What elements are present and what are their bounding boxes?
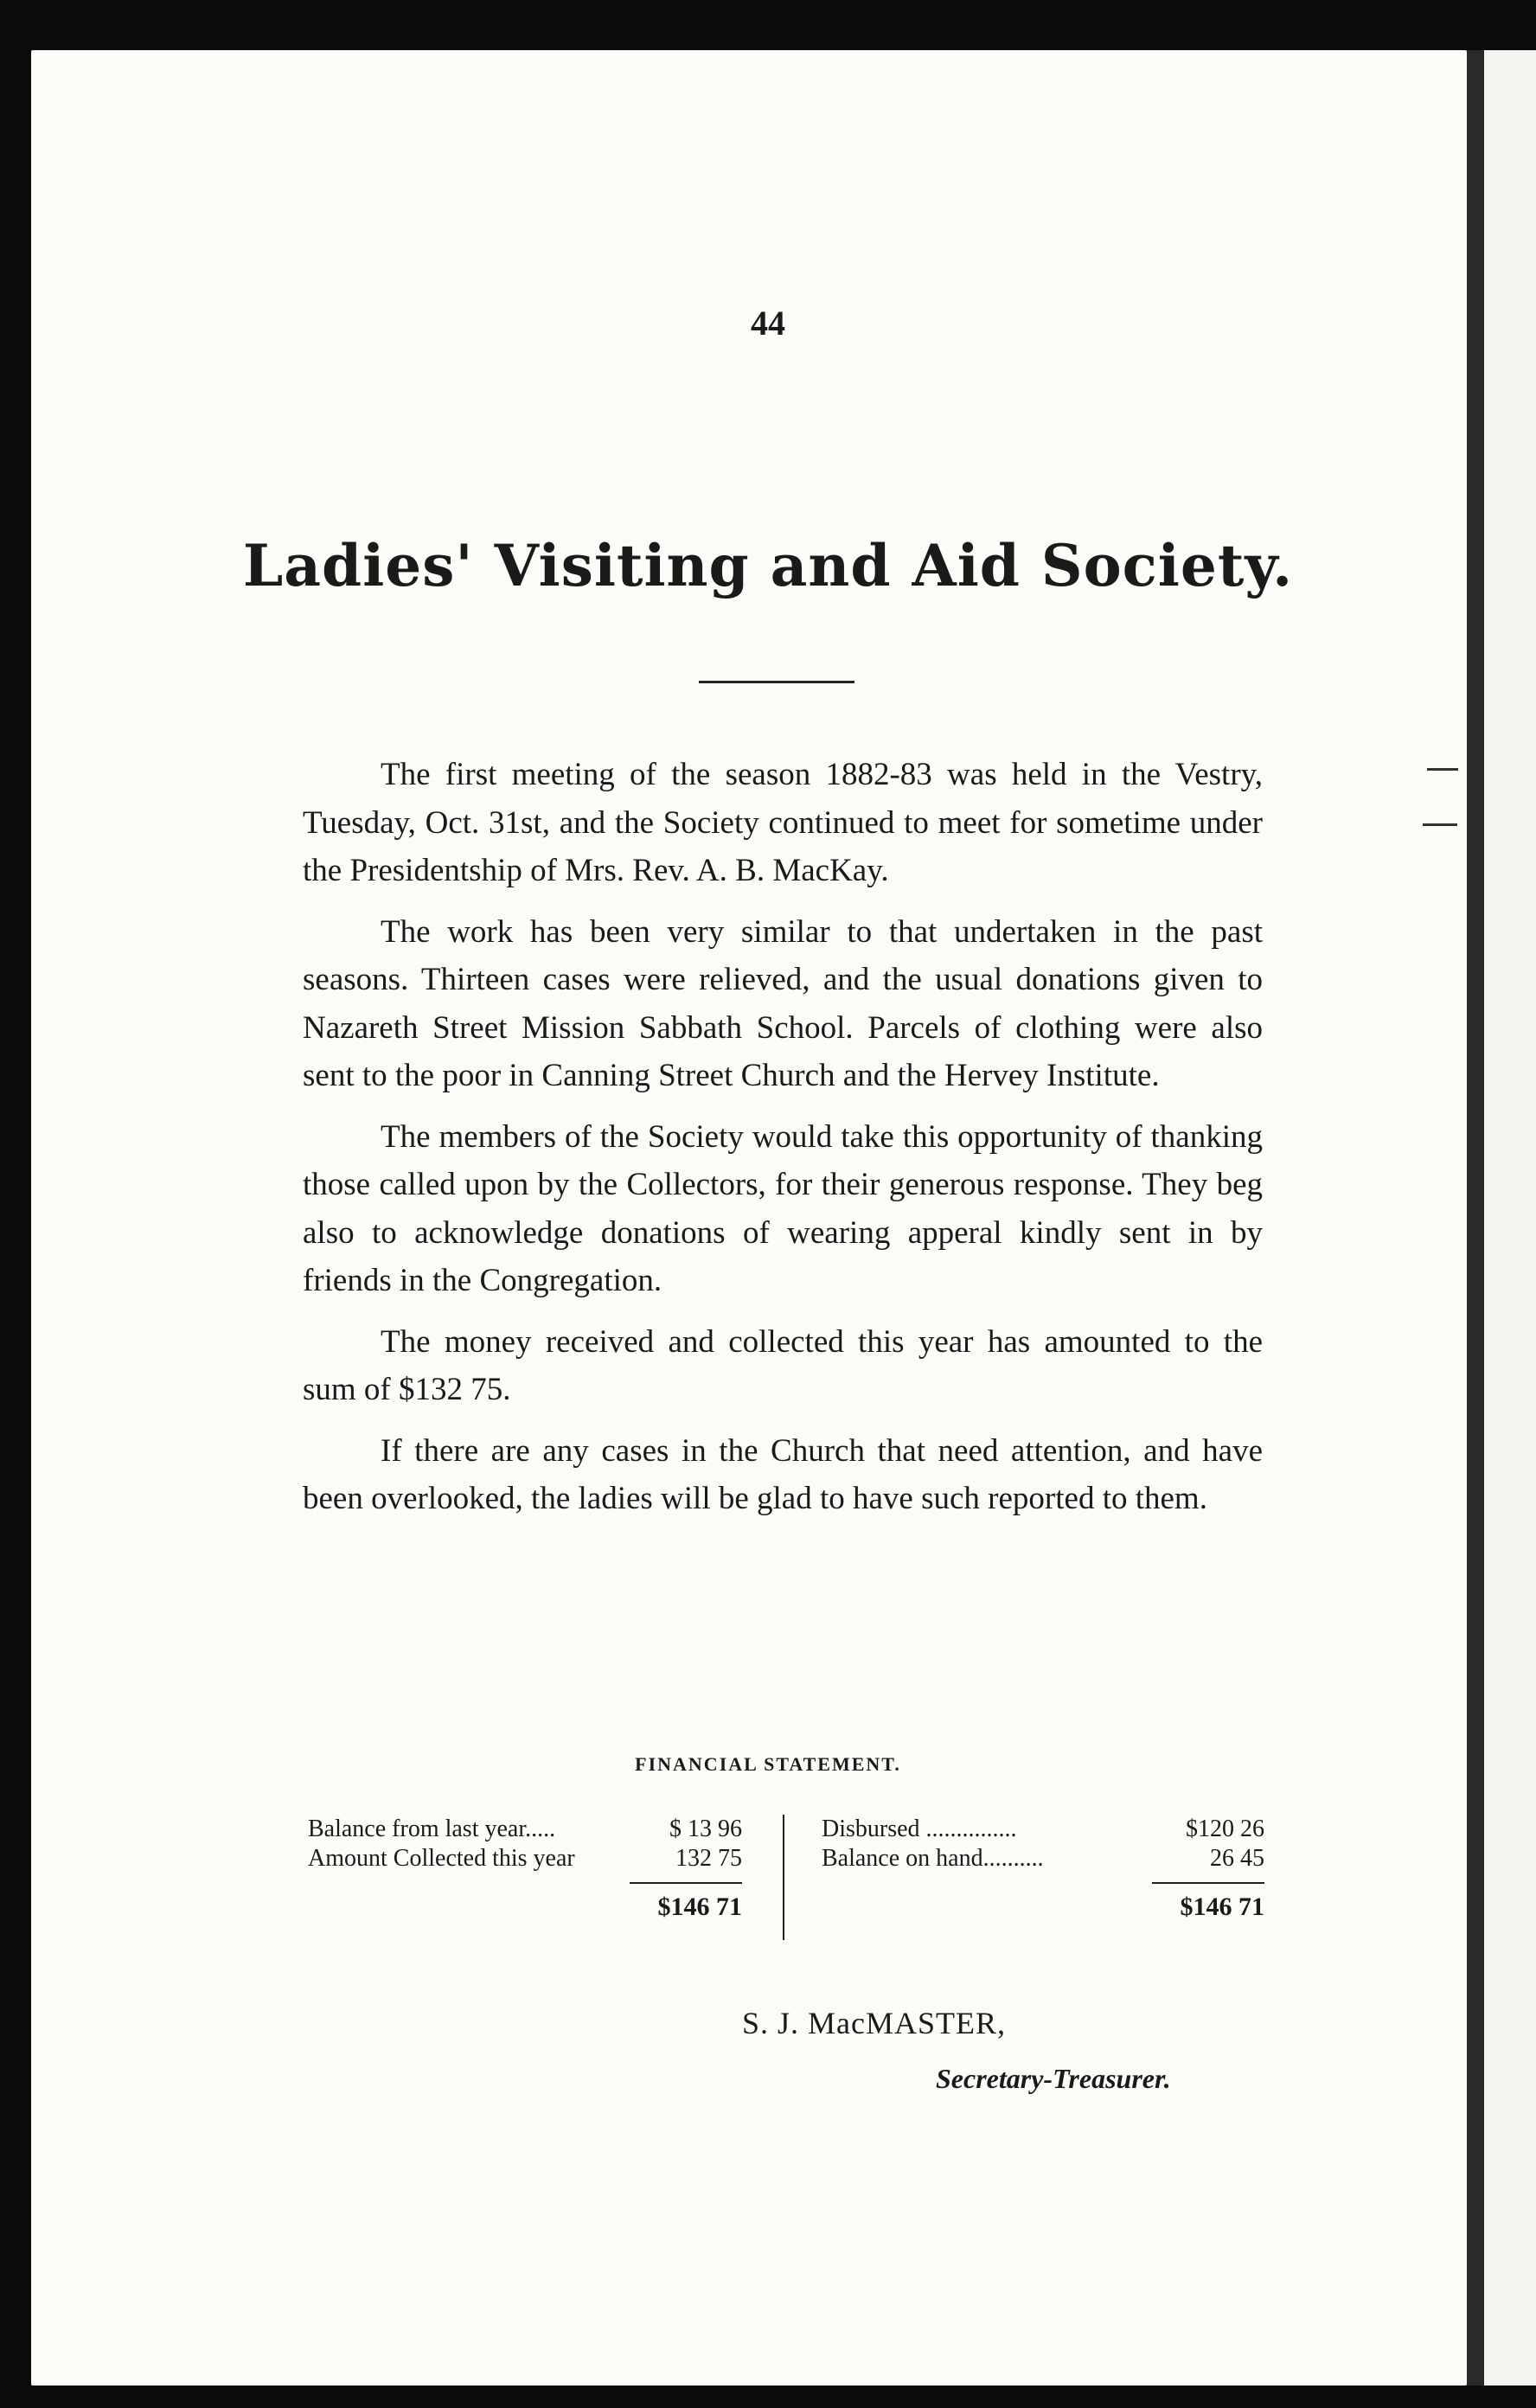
paragraph-2: The work has been very similar to that undertaken in the past seasons. Thirteen cases were relieved, and the usual donations given to Nazareth Street Mission Sabbath School. Parcels of clothing were also sent to the poor in Canning Street Church and the Hervey Institute. (303, 913, 1263, 1093)
ledger-row (822, 1815, 1264, 1844)
title-divider (699, 681, 854, 683)
ledger-amount: 26 45 (1210, 1845, 1264, 1872)
paragraph-3: The members of the Society would take this opportunity of thanking those called upon by the Collectors, for their generous response. They beg also to acknowledge donations of wearing apperal kindly sent in by friends in the Congregation. (303, 1118, 1263, 1298)
section-title: Ladies' Visiting and Aid Society. (242, 532, 1294, 599)
paragraph-1: The first meeting of the season 1882-83 was held in the Vestry, Tuesday, Oct. 31st, and the Society continued to meet for sometime under the Presidentship of Mrs. Rev. A. B. MacKay. (303, 757, 1263, 888)
ledger-row (308, 1844, 742, 1873)
ledger-column-divider (783, 1815, 784, 1940)
ledger-amount: $ 13 96 (669, 1816, 742, 1842)
payments-total: $146 71 (1180, 1892, 1264, 1921)
financial-statement-heading: FINANCIAL STATEMENT. (635, 1753, 901, 1775)
ledger-label: Disbursed ............... (822, 1816, 1017, 1842)
payments-column (822, 1815, 1264, 1922)
paragraph-5: If there are any cases in the Church that need attention, and have been overlooked, the ladies will be glad to have such reported to them. (303, 1432, 1263, 1516)
ledger-label: Balance from last year..... (308, 1816, 556, 1842)
signatory-title: Secretary-Treasurer. (936, 2063, 1171, 2094)
margin-mark-1 (1427, 768, 1458, 771)
paragraph-4: The money received and collected this year has amounted to the sum of $132 75. (303, 1323, 1263, 1407)
ledger-label: Balance on hand.......... (822, 1845, 1044, 1872)
ledger-label: Amount Collected this year (308, 1845, 575, 1872)
adjacent-page-strip (1484, 50, 1536, 2386)
signatory-name: S. J. MacMASTER, (742, 2006, 1007, 2040)
body-text (303, 751, 1263, 1536)
ledger-amount: $120 26 (1186, 1816, 1264, 1842)
margin-mark-2 (1423, 823, 1457, 826)
page-binding-edge (1467, 50, 1484, 2386)
receipts-column (308, 1815, 742, 1922)
total-rule (1152, 1882, 1264, 1884)
total-rule (630, 1882, 742, 1884)
ledger-row (822, 1844, 1264, 1873)
page-number: 44 (751, 304, 785, 343)
ledger-row (308, 1815, 742, 1844)
receipts-total: $146 71 (657, 1892, 742, 1921)
ledger-amount: 132 75 (675, 1845, 742, 1872)
